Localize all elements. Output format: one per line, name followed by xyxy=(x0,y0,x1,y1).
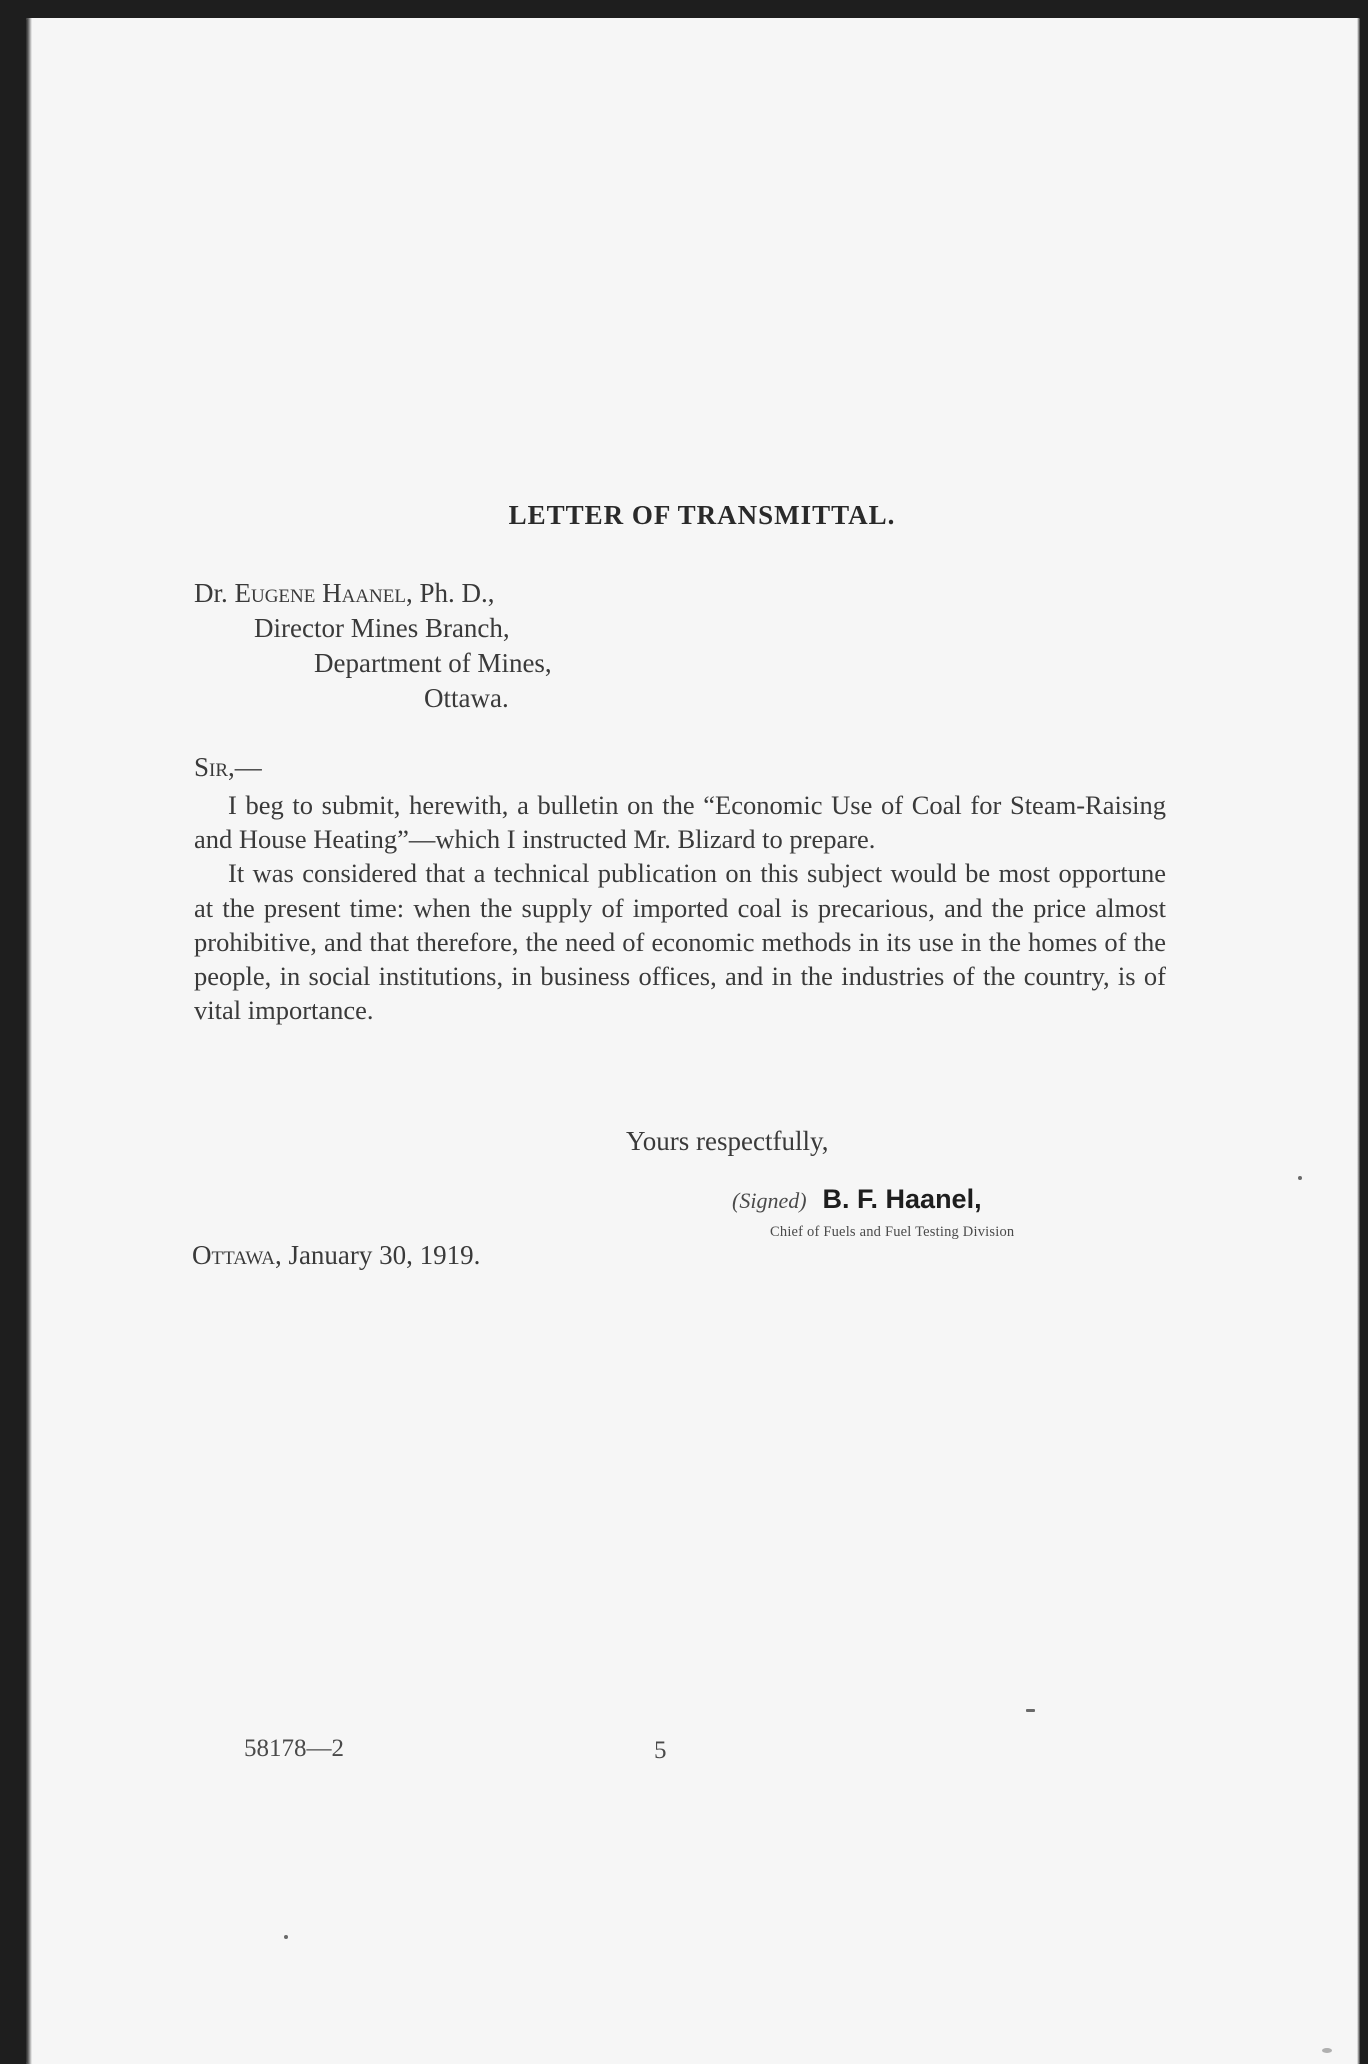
signed-marker: (Signed) xyxy=(732,1188,807,1213)
page-number: 5 xyxy=(654,1737,667,1764)
salutation: Sir,— xyxy=(194,752,262,782)
recipient-name: Eugene Haanel xyxy=(234,578,406,608)
letter-heading: LETTER OF TRANSMITTAL. xyxy=(508,500,896,530)
sheet-number: 58178—2 xyxy=(244,1735,344,1762)
page-binding-edge xyxy=(26,18,32,2064)
paper-speck xyxy=(1298,1176,1302,1180)
document-page xyxy=(26,18,1360,2064)
place-date xyxy=(192,1240,480,1271)
paper-speck xyxy=(1026,1709,1035,1712)
closing: Yours respectfully, xyxy=(626,1126,829,1156)
paper-speck xyxy=(1322,2048,1332,2053)
paper-speck xyxy=(284,1935,288,1939)
paragraph-1: I beg to submit, herewith, a bulletin on the “Economic Use of Coal for Steam-Raising and House Heating”—which I instructed Mr. Blizard to prepare. xyxy=(194,790,1166,855)
recipient-line-3: Department of Mines, xyxy=(314,648,552,678)
signature-line xyxy=(732,1184,982,1215)
page-right-edge xyxy=(1357,18,1360,2064)
signer-title: Chief of Fuels and Fuel Testing Division xyxy=(770,1224,1015,1240)
place: Ottawa xyxy=(192,1240,275,1270)
letter-body xyxy=(194,788,1166,1027)
recipient-line-2: Director Mines Branch, xyxy=(254,613,510,643)
paragraph-2: It was considered that a technical publication on this subject would be most opportune at the present time: when the supply of imported coal is precarious, and the price almost prohibitive, and that therefore, the need of economic methods in its use in the homes of the people, in social institutions, in business offices, and in the industries of the country, is of vital importance. xyxy=(194,858,1166,1026)
recipient-line-4: Ottawa. xyxy=(424,683,509,713)
recipient-line-1 xyxy=(194,578,495,609)
recipient-degree: , Ph. D., xyxy=(406,578,495,608)
signer-name: B. F. Haanel, xyxy=(822,1184,982,1214)
date: , January 30, 1919. xyxy=(274,1240,481,1270)
recipient-title: Dr. xyxy=(194,578,235,608)
